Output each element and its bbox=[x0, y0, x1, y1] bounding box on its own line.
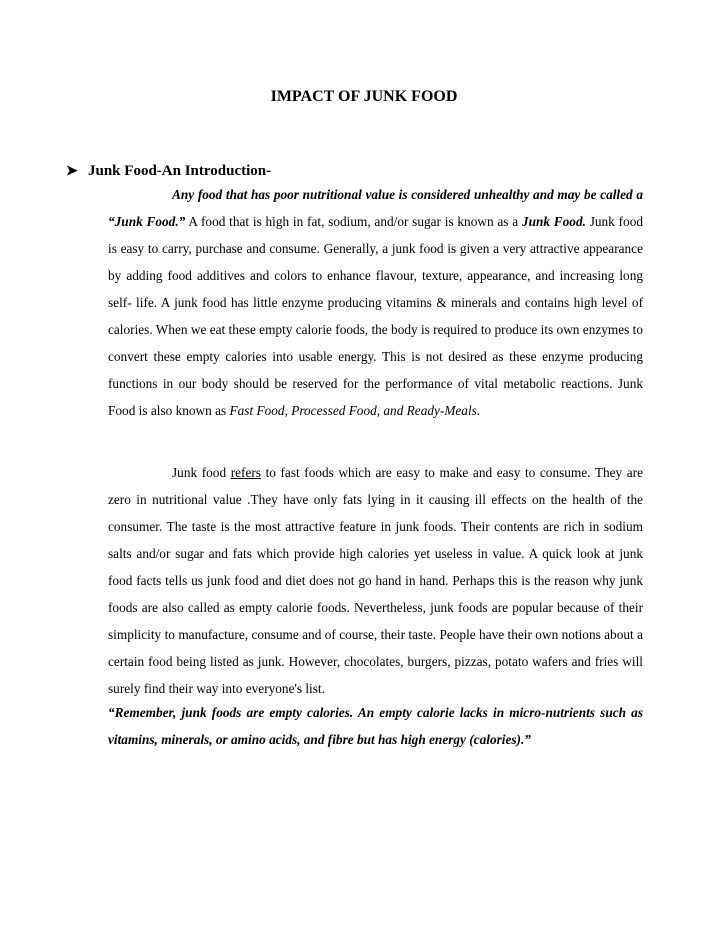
paragraph-text: Junk food is easy to carry, purchase and consume. Generally, a junk food is given a very attractive appearance by adding food additives and colors to enhance flavour, texture, appearance, and increasing long self- life. A junk food has little enzyme producing vitamins & minerals and contains high level of calories. When we eat these empty calorie foods, the body is required to produce its own enzymes to convert these empty calories into usable energy. This is not desired as these enzyme producing functions in our body should be reserved for the performance of vital metabolic reactions. Junk Food is also known as bbox=[108, 214, 643, 418]
paragraph-text: Junk food bbox=[172, 465, 231, 480]
section-heading-text: Junk Food-An Introduction- bbox=[88, 163, 272, 179]
section-heading bbox=[66, 163, 272, 180]
intro-paragraph bbox=[108, 181, 643, 424]
closing-quote bbox=[108, 699, 643, 753]
paragraph-text: A food that is high in fat, sodium, and/or sugar is known as a bbox=[185, 214, 522, 229]
junk-food-aliases: Fast Food, Processed Food, and Ready-Meals. bbox=[229, 403, 481, 418]
refers-link[interactable]: refers bbox=[230, 465, 261, 480]
paragraph-text: to fast foods which are easy to make and easy to consume. They are zero in nutritional value .They have only fats lying in it causing ill effects on the health of the consumer. The taste is the most attractive feature in junk foods. Their contents are rich in sodium salts and/or sugar and fats which provide high calories yet useless in value. A quick look at junk food facts tells us junk food and diet does not go hand in hand. Perhaps this is the reason why junk foods are also called as empty calorie foods. Nevertheless, junk foods are popular because of their simplicity to manufacture, consume and of course, their taste. People have their own notions about a certain food being listed as junk. However, chocolates, burgers, pizzas, potato wafers and fries will surely find their way into everyone's list. bbox=[108, 465, 643, 696]
page-title: IMPACT OF JUNK FOOD bbox=[270, 88, 458, 105]
junk-food-term: Junk Food. bbox=[521, 214, 586, 229]
definition-quote: Any food that has poor nutritional value is considered unhealthy and may be called a “Junk Food.” bbox=[108, 187, 643, 229]
second-paragraph bbox=[108, 459, 643, 702]
arrowhead-bullet-icon: ➤ bbox=[66, 164, 78, 179]
closing-quote-text: “Remember, junk foods are empty calories. An empty calorie lacks in micro-nutrients such as vitamins, minerals, or amino acids, and fibre but has high energy (calories).” bbox=[108, 705, 643, 747]
